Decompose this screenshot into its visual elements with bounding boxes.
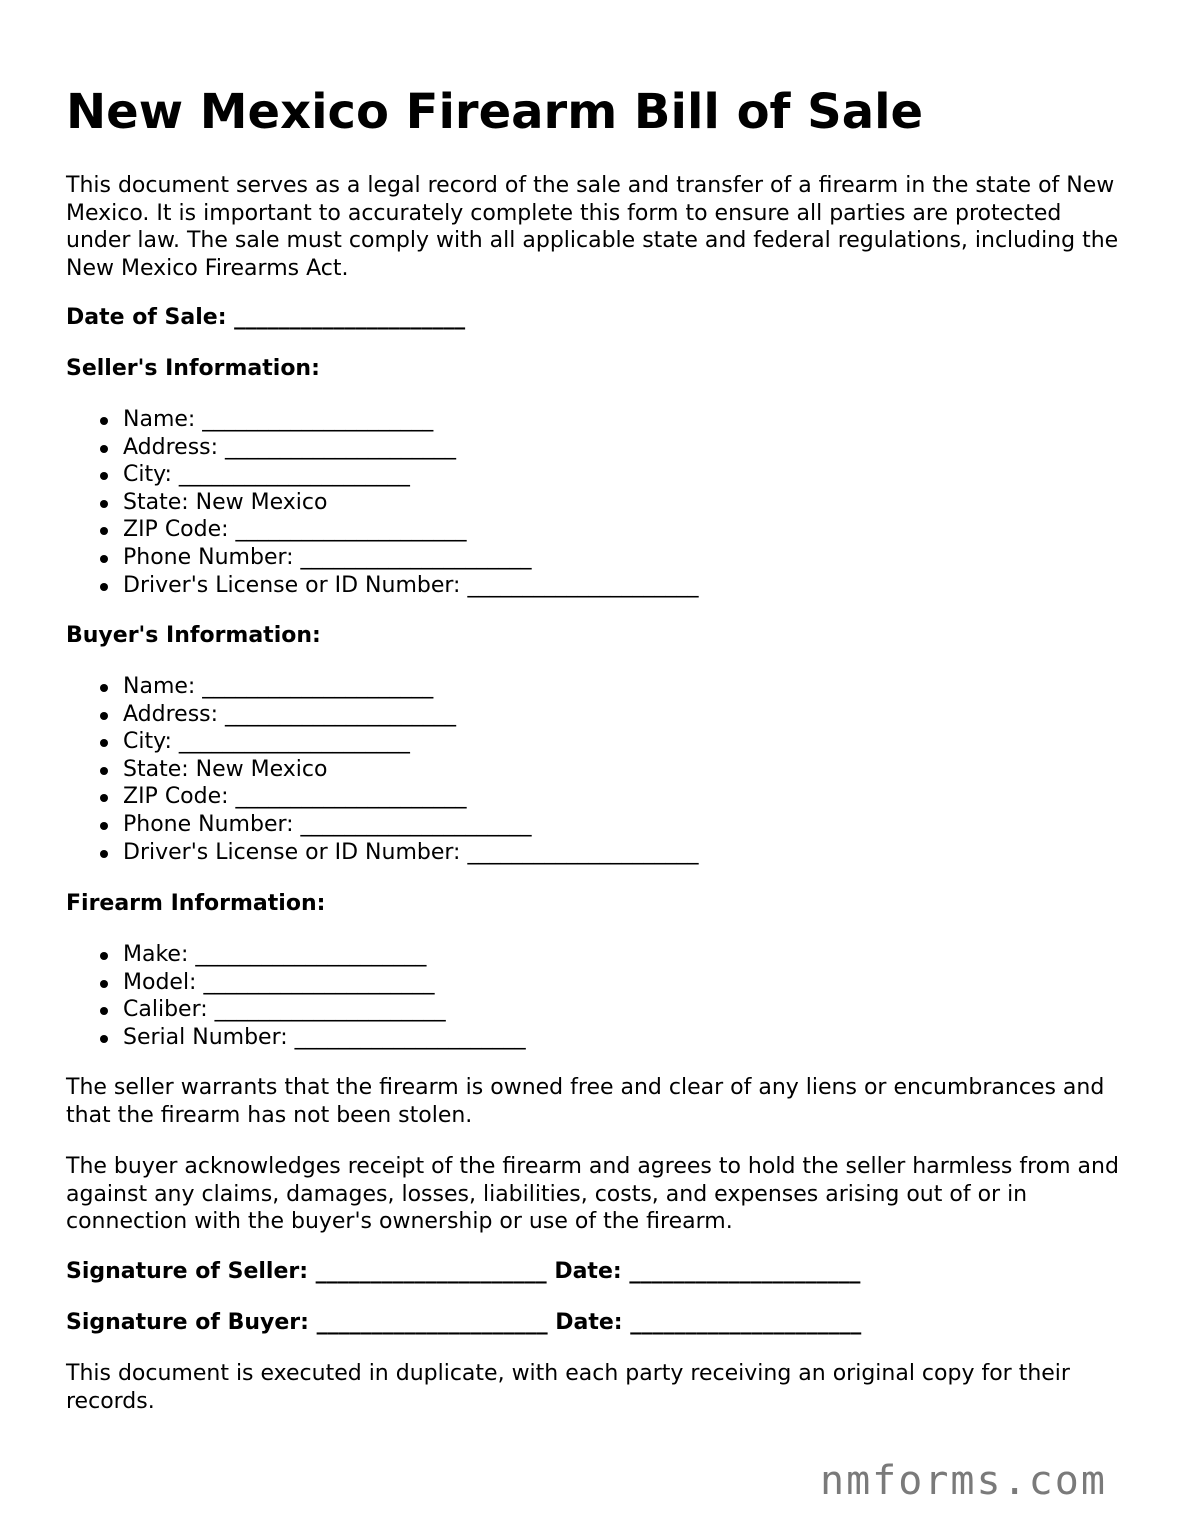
seller-state-field: State: New Mexico [123, 489, 698, 517]
seller-name-field: Name: _____________________ [123, 406, 698, 434]
buyer-address-field: Address: _____________________ [123, 701, 698, 729]
seller-city-field: City: _____________________ [123, 461, 698, 489]
closing-paragraph: This document is executed in duplicate, with each party receiving an original copy for their records. [66, 1361, 1070, 1414]
acknowledgment-paragraph: The buyer acknowledges receipt of the firearm and agrees to hold the seller harmless from and against any claims, damages, losses, liabilities, costs, and expenses arising out of or in connection with the buyer's ownership or use of the firearm. [66, 1154, 1119, 1235]
firearm-serial-field: Serial Number: _____________________ [123, 1024, 526, 1050]
buyer-state-field: State: New Mexico [123, 756, 698, 784]
buyer-name-field: Name: _____________________ [123, 673, 698, 701]
buyer-signature-line: Signature of Buyer: _____________________ Date: _____________________ [66, 1310, 862, 1335]
buyer-license-field: Driver's License or ID Number: _____________________ [123, 839, 699, 865]
seller-fields-list [66, 406, 698, 599]
seller-license-field: Driver's License or ID Number: _____________________ [123, 572, 699, 598]
date-of-sale-field: Date of Sale: _____________________ [66, 305, 466, 330]
buyer-zip-field: ZIP Code: _____________________ [123, 783, 698, 811]
buyer-city-field: City: _____________________ [123, 728, 698, 756]
seller-heading: Seller's Information: [66, 356, 320, 381]
firearm-heading: Firearm Information: [66, 891, 326, 916]
seller-zip-field: ZIP Code: _____________________ [123, 516, 698, 544]
watermark: nmforms.com [820, 1458, 1107, 1504]
warranty-paragraph: The seller warrants that the firearm is owned free and clear of any liens or encumbrances and that the firearm has not been stolen. [66, 1075, 1105, 1128]
buyer-heading: Buyer's Information: [66, 623, 321, 648]
buyer-phone-field: Phone Number: _____________________ [123, 811, 698, 839]
firearm-fields-list [66, 941, 526, 1051]
seller-phone-field: Phone Number: _____________________ [123, 544, 698, 572]
buyer-fields-list [66, 673, 698, 866]
firearm-make-field: Make: _____________________ [123, 941, 526, 969]
seller-address-field: Address: _____________________ [123, 434, 698, 462]
intro-paragraph: This document serves as a legal record of the sale and transfer of a firearm in the state of New Mexico. It is important to accurately complete this form to ensure all parties are protected under law. The sale must comply with all applicable state and federal regulations, including the New Mexico Firearms Act. [66, 173, 1119, 281]
firearm-model-field: Model: _____________________ [123, 969, 526, 997]
firearm-caliber-field: Caliber: _____________________ [123, 996, 526, 1024]
page-title: New Mexico Firearm Bill of Sale [66, 84, 924, 140]
seller-signature-line: Signature of Seller: _____________________ Date: _____________________ [66, 1259, 861, 1284]
